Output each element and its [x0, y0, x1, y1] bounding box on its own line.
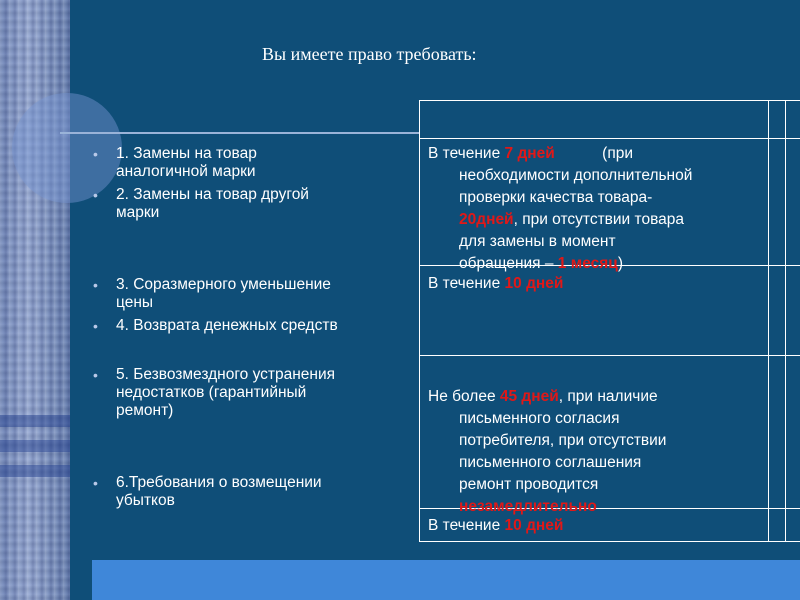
- list-item: • 1. Замены на товар аналогичной марки: [93, 145, 257, 180]
- term-cell-2: В течение 10 дней: [428, 275, 564, 292]
- list-item: • 2. Замены на товар другой марки: [93, 186, 309, 221]
- bullet-icon: •: [93, 318, 98, 334]
- bottom-bar: [92, 560, 800, 600]
- bullet-icon: •: [93, 187, 98, 203]
- decorative-texture: [0, 0, 70, 600]
- bullet-icon: •: [93, 367, 98, 383]
- slide-title: Вы имеете право требовать:: [262, 44, 477, 64]
- bullet-icon: •: [93, 277, 98, 293]
- bullet-icon: •: [93, 146, 98, 162]
- term-cell-4: В течение 10 дней: [428, 517, 564, 534]
- list-item: • 6.Требования о возмещении убытков: [93, 474, 322, 509]
- bullet-icon: •: [93, 475, 98, 491]
- term-cell-1: В течение 7 дней (при необходимости дополнительной проверки качества товара- 20дней, при отсутствии товара для замены в момент обращения – 1 месяц): [428, 145, 693, 272]
- list-item: • 4. Возврата денежных средств: [93, 317, 338, 334]
- list-item: • 5. Безвозмездного устранения недостатков (гарантийный ремонт): [93, 366, 336, 419]
- list-item: • 3. Соразмерного уменьшение цены: [93, 276, 331, 311]
- term-cell-3: Не более 45 дней, при наличие письменного согласия потребителя, при отсутствии письменного соглашения ремонт проводится незамедлительно: [428, 388, 667, 515]
- decorative-line: [60, 132, 420, 134]
